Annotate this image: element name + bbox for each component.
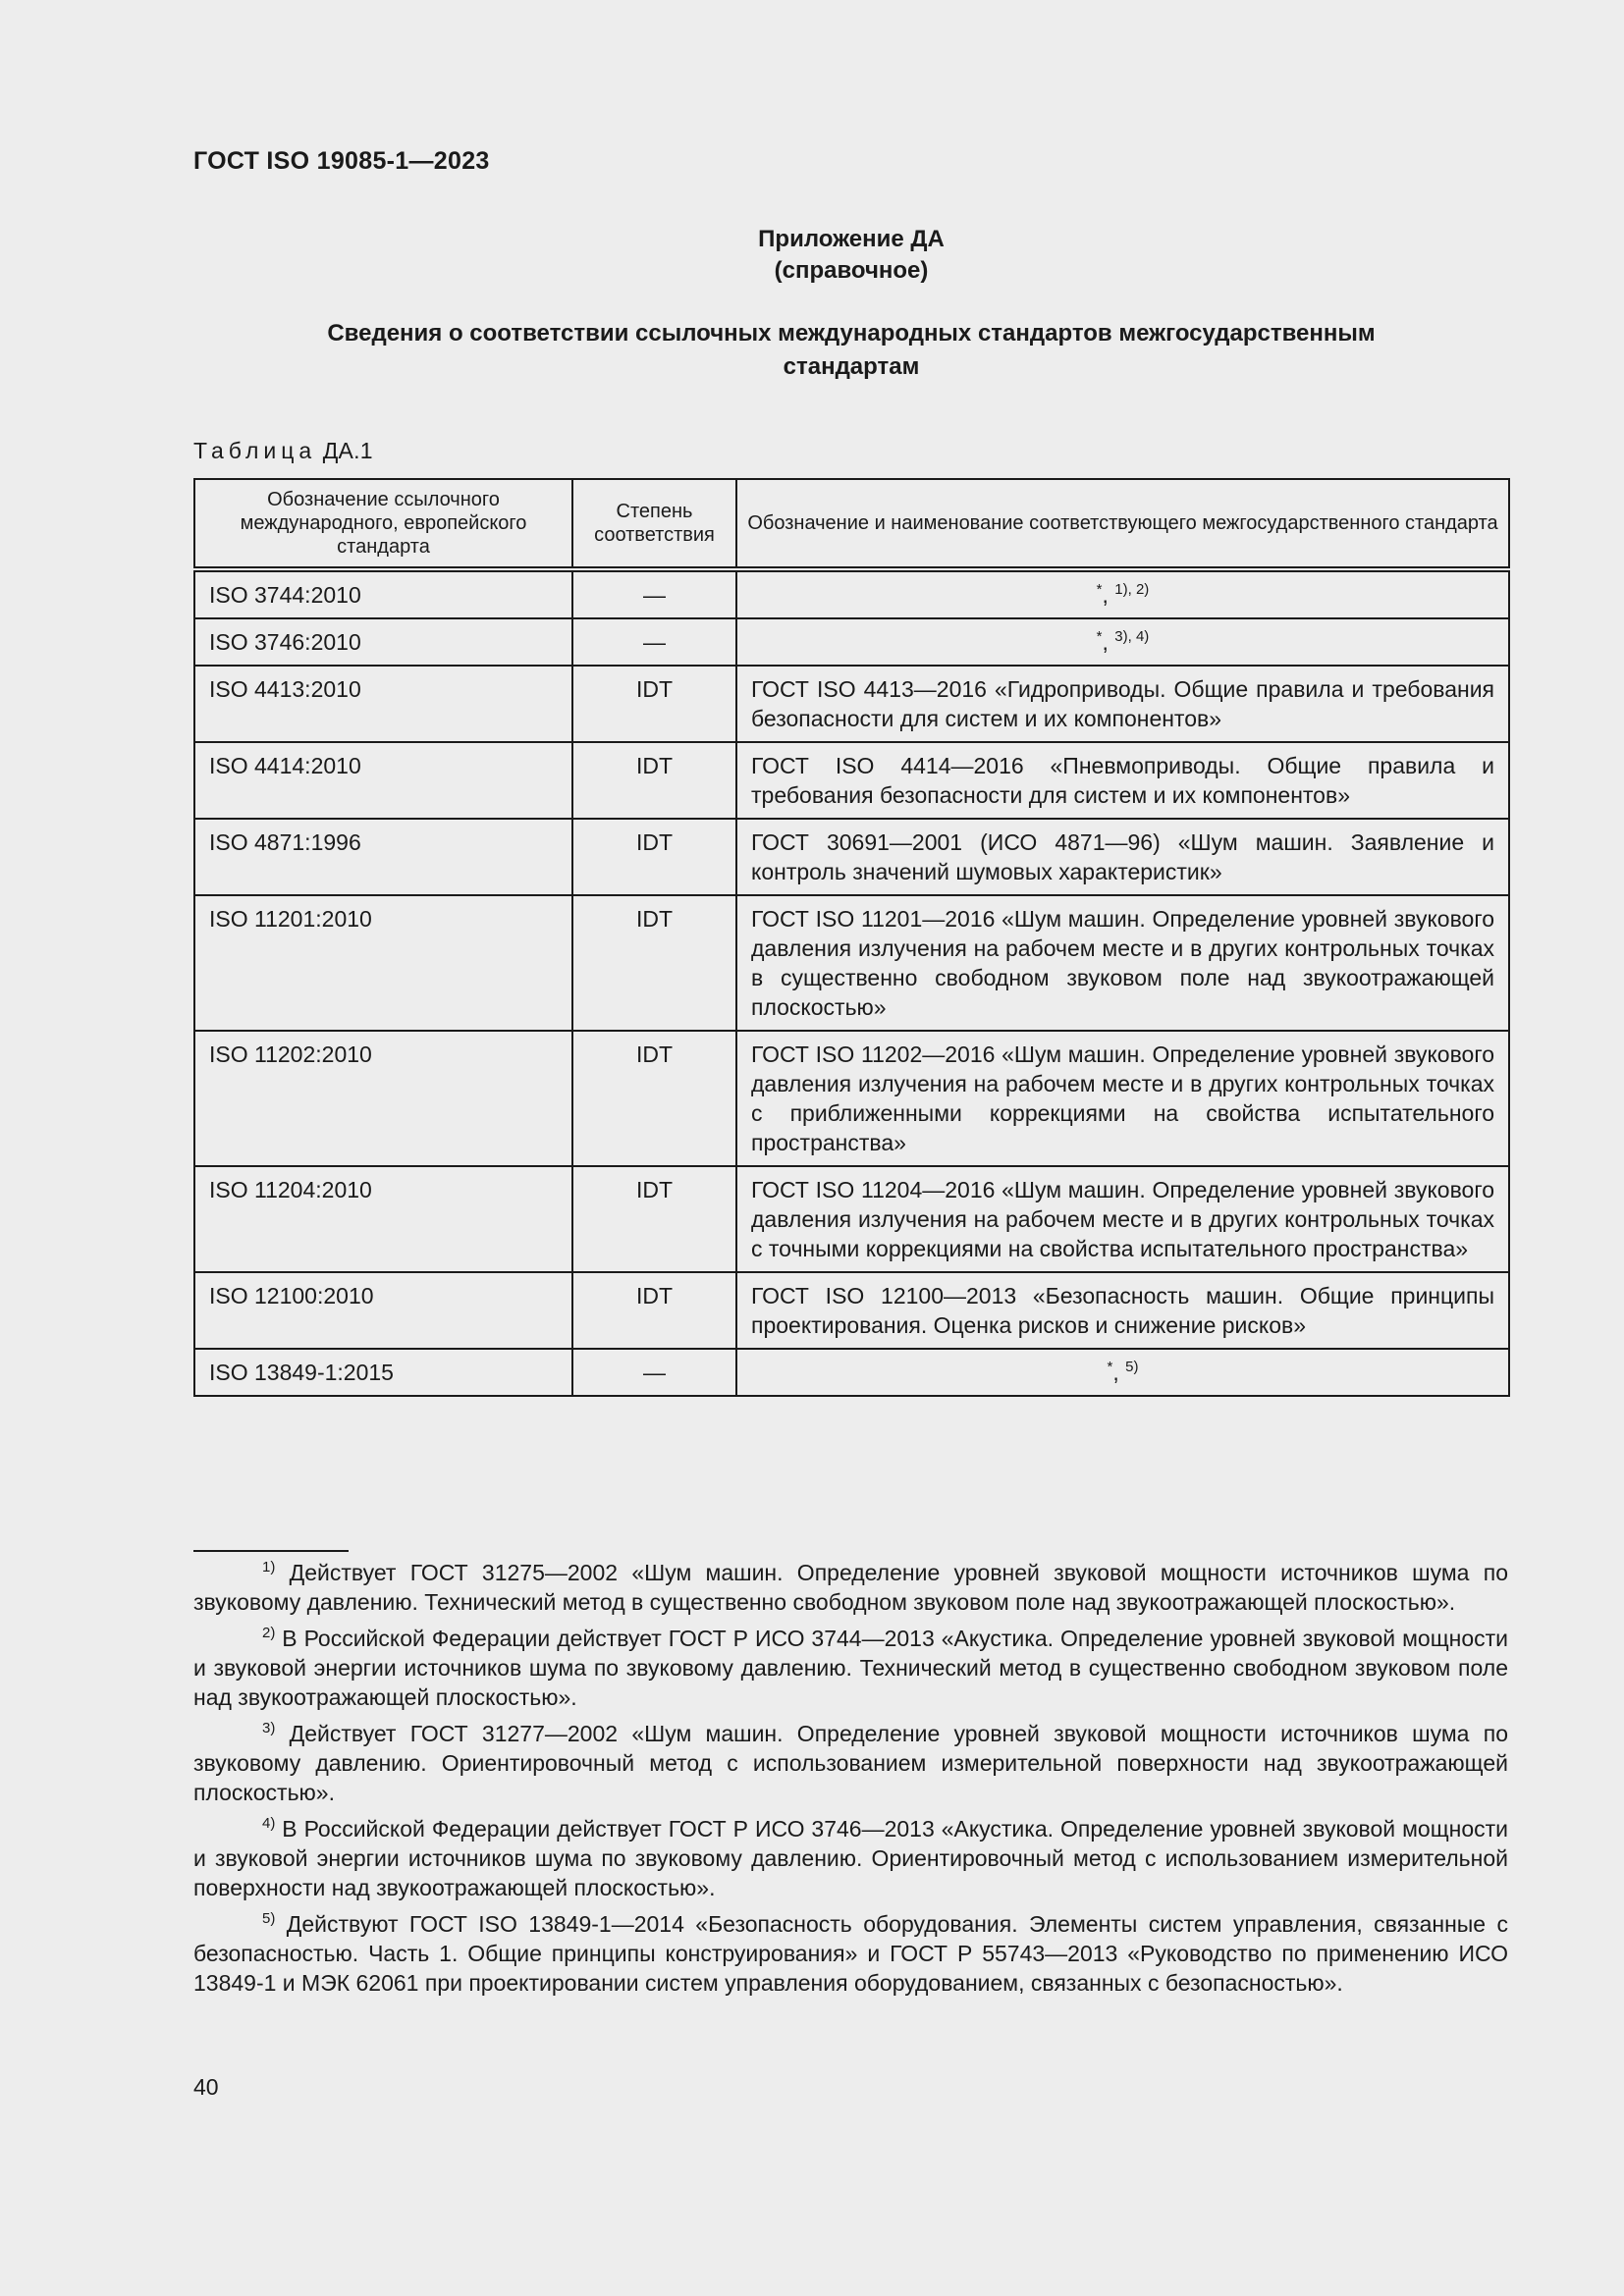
footnote-number: 4)	[262, 1815, 276, 1832]
footnotes	[193, 1558, 1508, 2004]
column-header-reference: Обозначение ссылочного международного, европейского стандарта	[194, 479, 572, 569]
footnote-text: В Российской Федерации действует ГОСТ Р ИСО 3744—2013 «Акустика. Определение уровней звуковой мощности и звуковой энергии источников шума по звуковому давлению. Технический метод в существенно свободном звуковом поле над звукоотражающей плоскостью».	[193, 1626, 1509, 1710]
cell-reference: ISO 11202:2010	[194, 1031, 572, 1166]
cell-reference: ISO 3744:2010	[194, 569, 572, 618]
table-label-word: Таблица	[193, 438, 317, 463]
cell-degree: IDT	[572, 1166, 736, 1272]
footnote-refs: 3), 4)	[1114, 628, 1150, 645]
cell-standard: ГОСТ ISO 11201—2016 «Шум машин. Определение уровней звукового давления излучения на рабочем месте и в других контрольных точках в существенно свободном звуковом поле над звукоотражающей плоскостью»	[736, 895, 1509, 1031]
footnote-number: 1)	[262, 1559, 276, 1575]
cell-degree: —	[572, 1349, 736, 1396]
cell-standard: *, $^{3), 4)}$	[736, 618, 1509, 666]
cell-standard: *, $^{5)}$	[736, 1349, 1509, 1396]
cell-reference: ISO 11204:2010	[194, 1166, 572, 1272]
page-number: 40	[193, 2074, 219, 2100]
footnote-number: 3)	[262, 1720, 276, 1736]
column-header-degree: Степень соответствия	[572, 479, 736, 569]
table-row	[194, 569, 1509, 618]
cell-reference: ISO 4871:1996	[194, 819, 572, 895]
table-row	[194, 895, 1509, 1031]
cell-standard: *, $^{1), 2)}$	[736, 569, 1509, 618]
footnote-text: Действуют ГОСТ ISO 13849-1—2014 «Безопасность оборудования. Элементы систем управления, связанные с безопасностью. Часть 1. Общие принципы конструирования» и ГОСТ Р 55743—2013 «Руководство по применению ИСО 13849-1 и МЭК 62061 при проектировании систем управления оборудованием, связанных с безопасностью».	[193, 1911, 1509, 1996]
cell-degree: —	[572, 618, 736, 666]
footnote-text: В Российской Федерации действует ГОСТ Р ИСО 3746—2013 «Акустика. Определение уровней звуковой мощности и звуковой энергии источников шума по звуковому давлению. Ориентировочный метод с использованием измерительной поверхности над звукоотражающей плоскостью».	[193, 1816, 1509, 1900]
table-label-number: ДА.1	[322, 438, 373, 463]
footnote	[193, 1624, 1508, 1712]
cell-standard: ГОСТ ISO 4413—2016 «Гидроприводы. Общие правила и требования безопасности для систем и их компонентов»	[736, 666, 1509, 742]
footnote-number: 2)	[262, 1625, 276, 1641]
cell-reference: ISO 4413:2010	[194, 666, 572, 742]
footnote-number: 5)	[262, 1910, 276, 1927]
correspondence-table	[193, 478, 1510, 1397]
footnote-text: Действует ГОСТ 31277—2002 «Шум машин. Определение уровней звуковой мощности источников шума по звуковому давлению. Ориентировочный метод с использованием измерительной поверхности над звукоотражающей плоскостью».	[193, 1721, 1509, 1805]
cell-degree: IDT	[572, 742, 736, 819]
annex-heading	[193, 317, 1509, 384]
annex-subtitle: (справочное)	[774, 257, 929, 284]
cell-degree: IDT	[572, 1031, 736, 1166]
footnote	[193, 1909, 1508, 1998]
footnote-refs: 5)	[1125, 1359, 1139, 1375]
column-header-standard: Обозначение и наименование соответствующего межгосударственного стандарта	[736, 479, 1509, 569]
asterisk-mark: *	[1107, 1359, 1113, 1375]
cell-reference: ISO 12100:2010	[194, 1272, 572, 1349]
cell-standard: ГОСТ 30691—2001 (ИСО 4871—96) «Шум машин. Заявление и контроль значений шумовых характеристик»	[736, 819, 1509, 895]
table-row	[194, 1166, 1509, 1272]
cell-degree: IDT	[572, 819, 736, 895]
footnote	[193, 1558, 1508, 1617]
cell-standard: ГОСТ ISO 11204—2016 «Шум машин. Определение уровней звукового давления излучения на рабочем месте и в других контрольных точках с точными коррекциями на свойства испытательного пространства»	[736, 1166, 1509, 1272]
cell-reference: ISO 13849-1:2015	[194, 1349, 572, 1396]
cell-reference: ISO 11201:2010	[194, 895, 572, 1031]
cell-standard: ГОСТ ISO 4414—2016 «Пневмоприводы. Общие правила и требования безопасности для систем и их компонентов»	[736, 742, 1509, 819]
table-row	[194, 1031, 1509, 1166]
footnote	[193, 1719, 1508, 1807]
footnote	[193, 1814, 1508, 1902]
table-label	[193, 438, 373, 464]
cell-reference: ISO 3746:2010	[194, 618, 572, 666]
footnote-refs: 1), 2)	[1114, 581, 1150, 598]
asterisk-mark: *	[1096, 628, 1103, 645]
annex-heading-line-2: стандартам	[783, 353, 920, 380]
asterisk-mark: *	[1096, 581, 1103, 598]
cell-standard: ГОСТ ISO 11202—2016 «Шум машин. Определение уровней звукового давления излучения на рабочем месте и в других контрольных точках с приближенными коррекциями на свойства испытательного пространства»	[736, 1031, 1509, 1166]
cell-degree: —	[572, 569, 736, 618]
annex-heading-line-1: Сведения о соответствии ссылочных международных стандартов межгосударственным	[327, 320, 1376, 347]
footnote-divider	[193, 1550, 349, 1552]
table-row	[194, 1349, 1509, 1396]
cell-degree: IDT	[572, 895, 736, 1031]
table-header-row	[194, 479, 1509, 569]
cell-reference: ISO 4414:2010	[194, 742, 572, 819]
footnote-text: Действует ГОСТ 31275—2002 «Шум машин. Определение уровней звуковой мощности источников шума по звуковому давлению. Технический метод в существенно свободном звуковом поле над звукоотражающей плоскостью».	[193, 1560, 1509, 1615]
table-row	[194, 1272, 1509, 1349]
table-row	[194, 742, 1509, 819]
document-code: ГОСТ ISO 19085-1—2023	[193, 147, 490, 175]
table-row	[194, 666, 1509, 742]
cell-degree: IDT	[572, 666, 736, 742]
table-row	[194, 819, 1509, 895]
table-row	[194, 618, 1509, 666]
cell-standard: ГОСТ ISO 12100—2013 «Безопасность машин. Общие принципы проектирования. Оценка рисков и снижение рисков»	[736, 1272, 1509, 1349]
cell-degree: IDT	[572, 1272, 736, 1349]
annex-title: Приложение ДА	[758, 226, 945, 252]
